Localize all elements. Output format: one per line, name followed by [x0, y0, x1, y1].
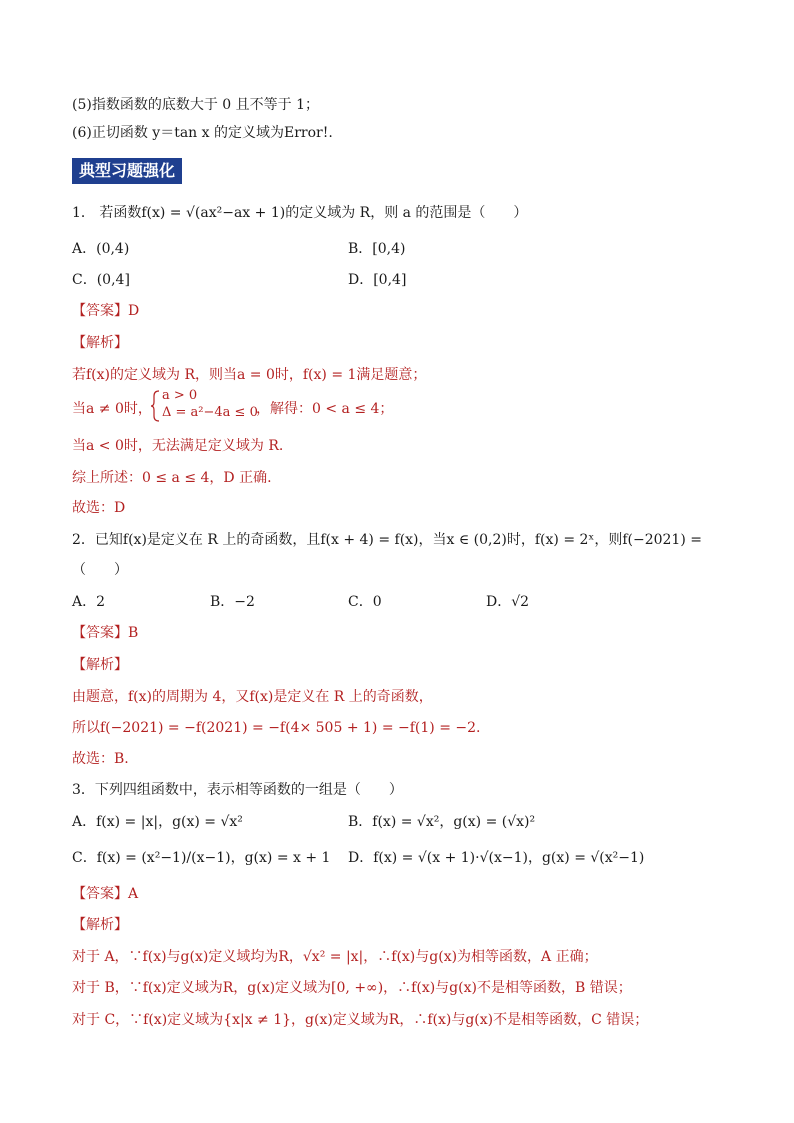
q1-analysis-1: 若f(x)的定义域为 R，则当a = 0时，f(x) = 1满足题意； — [72, 367, 427, 383]
q1-analysis-label: 【解析】 — [72, 335, 128, 351]
q3-analysis-2: 对于 B，∵f(x)定义域为R，g(x)定义域为[0, +∞)，∴f(x)与g(x)不是相等函数，B 错误； — [72, 980, 632, 996]
q1-system-line-2: Δ = a²−4a ≤ 0 — [162, 405, 258, 420]
q1-option-d: D．[0,4] — [348, 272, 407, 288]
q2-stem-line-2: （ ） — [72, 562, 128, 578]
q2-stem-line-1: 2．已知f(x)是定义在 R 上的奇函数，且f(x + 4) = f(x)，当x ∈ (0,2)时，f(x) = 2ˣ，则f(−2021) = — [72, 532, 702, 548]
q3-analysis-3: 对于 C，∵f(x)定义域为{x|x ≠ 1}，g(x)定义域为R，∴f(x)与g(x)不是相等函数，C 错误； — [72, 1012, 649, 1028]
q2-option-a: A．2 — [72, 594, 106, 610]
q1-system-line-1: a > 0 — [162, 388, 198, 403]
section-title: 典型习题强化 — [72, 158, 182, 184]
q2-answer: 【答案】B — [72, 625, 139, 641]
q2-option-b: B．−2 — [210, 594, 255, 610]
brace-icon — [150, 390, 160, 422]
q2-analysis-3: 故选：B. — [72, 751, 129, 767]
q3-analysis-label: 【解析】 — [72, 917, 128, 933]
q2-analysis-label: 【解析】 — [72, 657, 128, 673]
q1-stem: 1． 若函数f(x) = √(ax²−ax + 1)的定义域为 R，则 a 的范围是（ ） — [72, 205, 528, 221]
q3-option-c: C．f(x) = (x²−1)/(x−1)，g(x) = x + 1 — [72, 850, 331, 866]
q3-analysis-1: 对于 A，∵f(x)与g(x)定义域均为R，√x² = |x|，∴f(x)与g(x)为相等函数，A 正确； — [72, 949, 598, 965]
q1-option-a: A．(0,4) — [72, 241, 130, 257]
q1-a2-suffix: ，解得：0 < a ≤ 4； — [256, 401, 394, 417]
q1-analysis-3: 当a < 0时，无法满足定义域为 R. — [72, 438, 284, 454]
q3-stem: 3．下列四组函数中，表示相等函数的一组是（ ） — [72, 782, 403, 798]
q1-answer: 【答案】D — [72, 303, 140, 319]
q2-analysis-2: 所以f(−2021) = −f(2021) = −f(4× 505 + 1) = −f(1) = −2. — [72, 720, 481, 736]
q1-option-c: C．(0,4] — [72, 272, 130, 288]
q3-option-b: B．f(x) = √x²，g(x) = (√x)² — [348, 814, 536, 830]
q1-option-b: B．[0,4) — [348, 241, 406, 257]
q3-option-d: D．f(x) = √(x + 1)·√(x−1)，g(x) = √(x²−1) — [348, 850, 645, 866]
q3-answer: 【答案】A — [72, 886, 139, 902]
q1-analysis-5: 故选：D — [72, 500, 126, 516]
q1-a2-prefix: 当a ≠ 0时， — [72, 401, 152, 417]
q1-analysis-4: 综上所述：0 ≤ a ≤ 4，D 正确. — [72, 470, 272, 486]
intro-line-6: (6)正切函数 y＝tan x 的定义域为Error!. — [72, 125, 333, 141]
q2-option-c: C．0 — [348, 594, 382, 610]
q3-option-a: A．f(x) = |x|，g(x) = √x² — [72, 814, 243, 830]
q2-analysis-1: 由题意，f(x)的周期为 4，又f(x)是定义在 R 上的奇函数， — [72, 689, 433, 705]
intro-line-5: (5)指数函数的底数大于 0 且不等于 1； — [72, 97, 319, 113]
q2-option-d: D．√2 — [486, 594, 530, 610]
q1-analysis-2 — [72, 400, 152, 418]
